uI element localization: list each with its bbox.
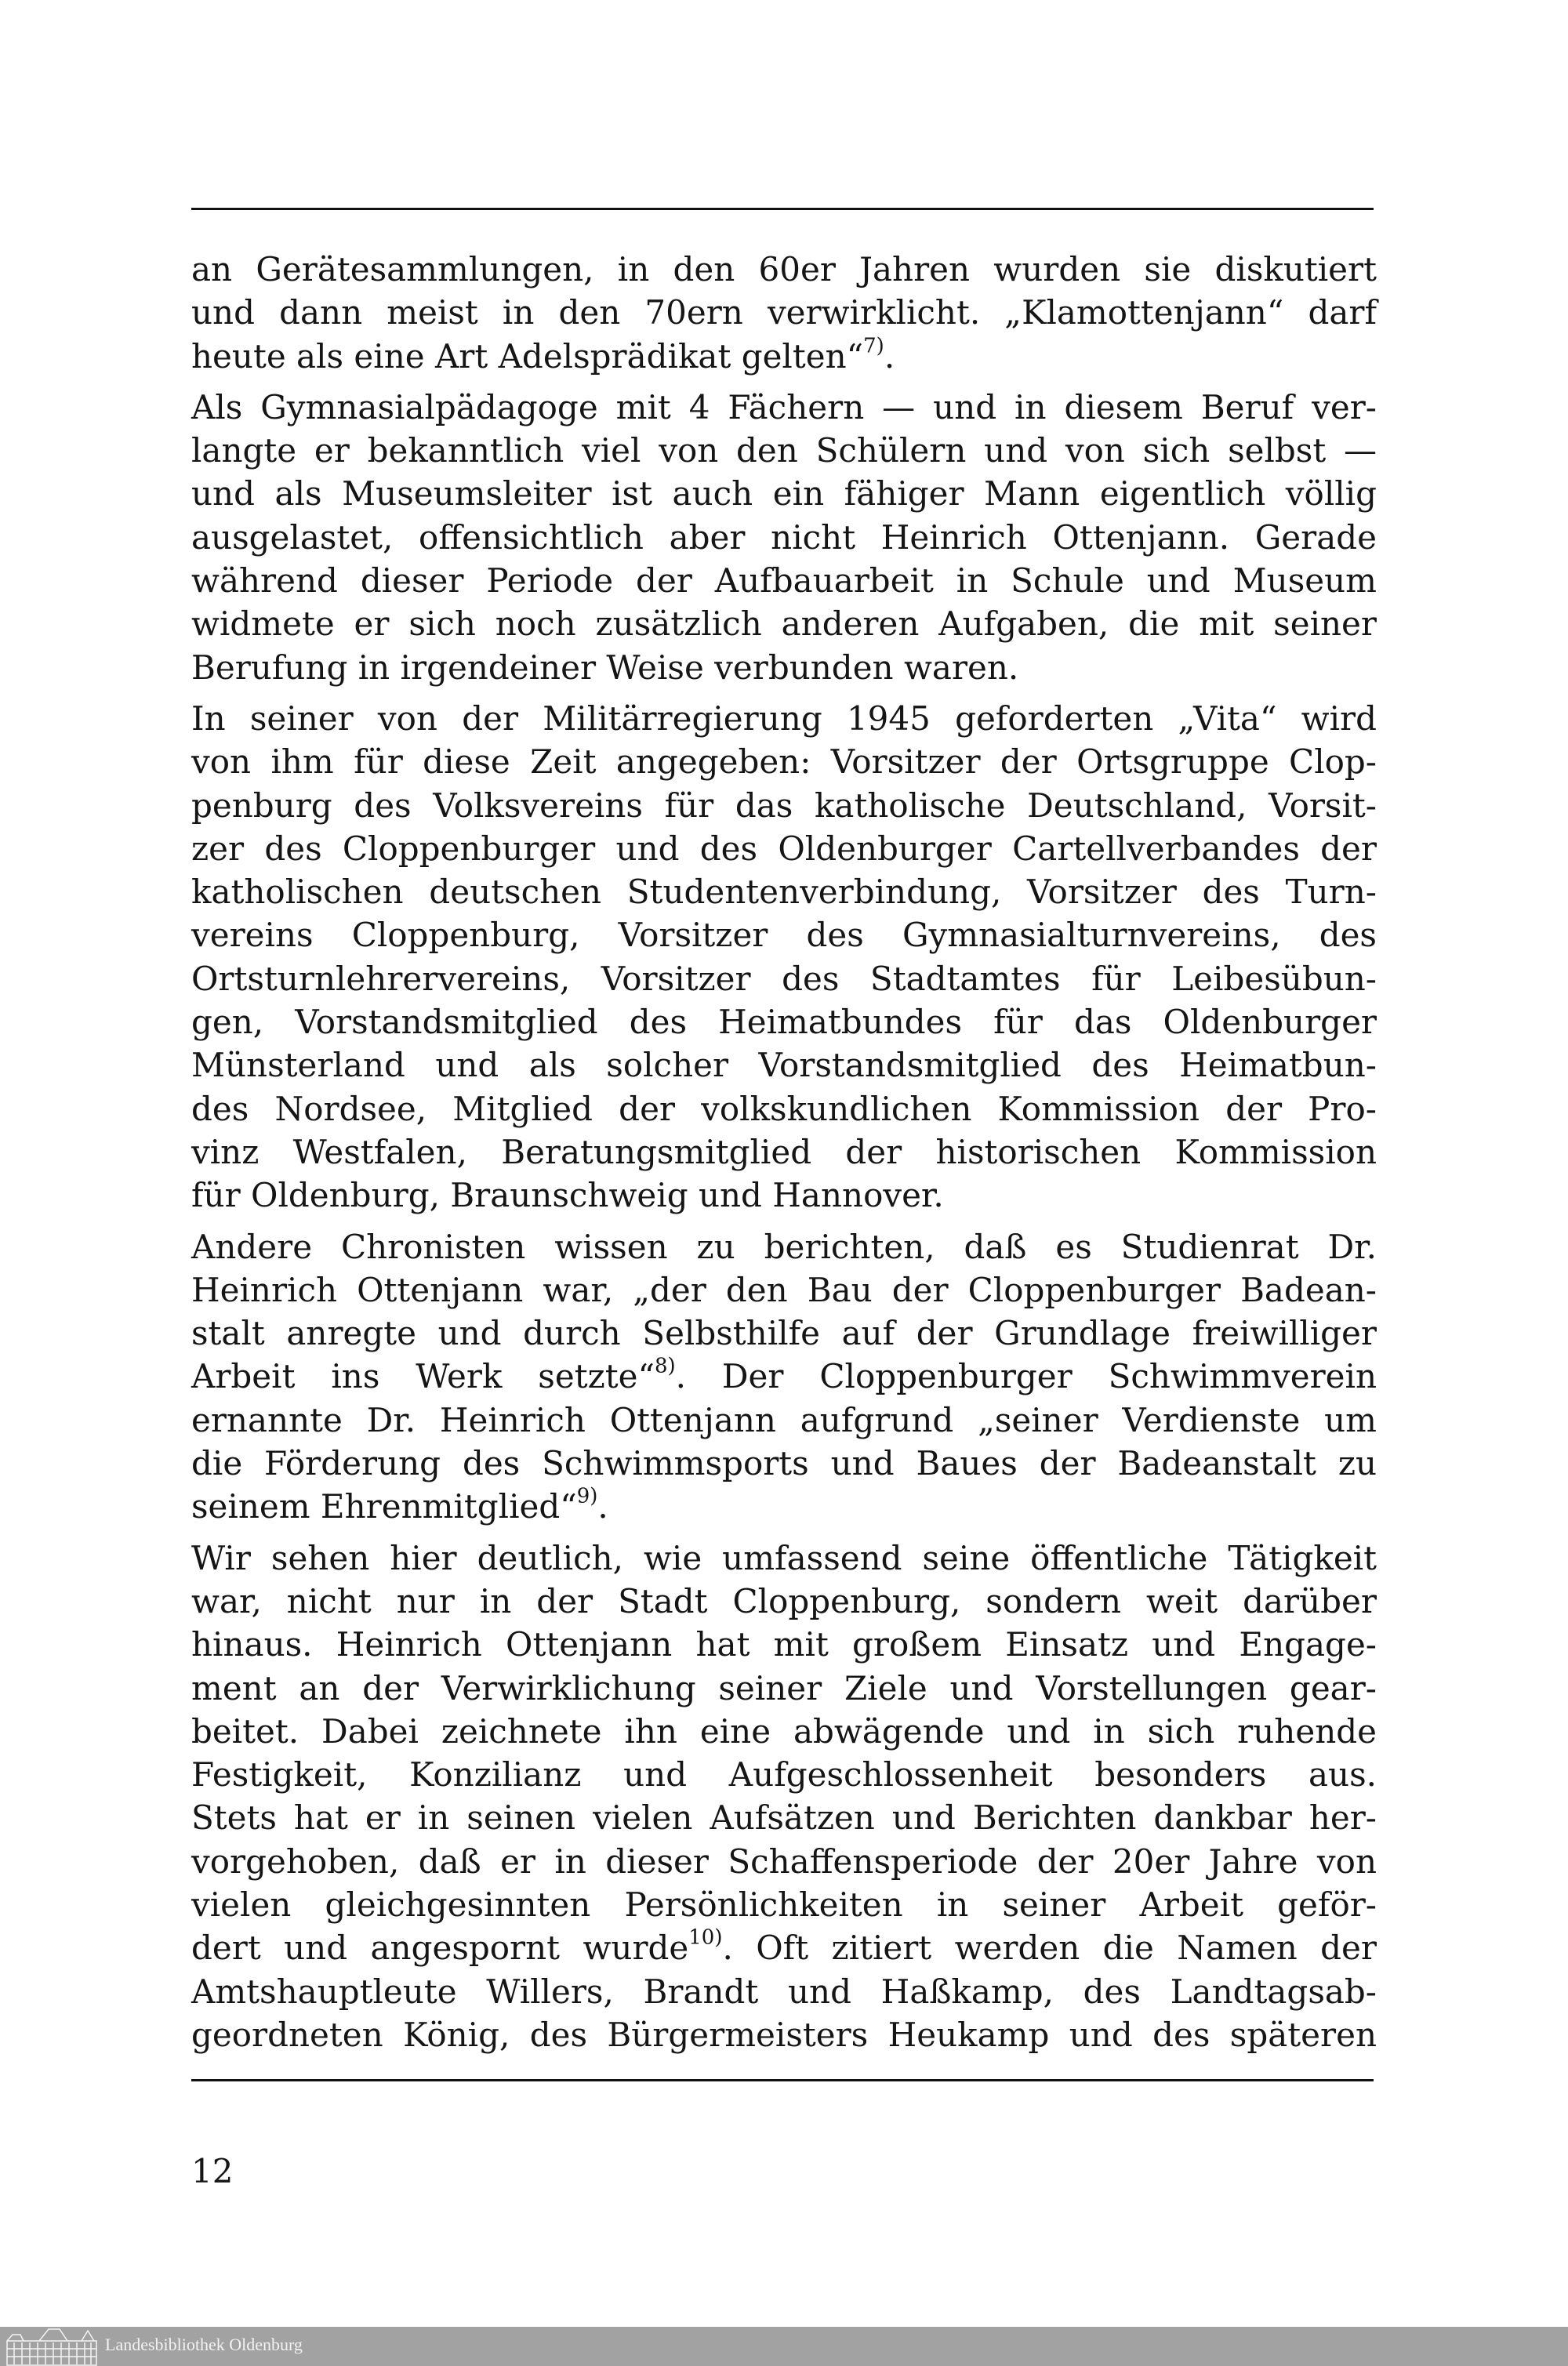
paragraph: [191, 697, 1377, 1217]
line-text: Festigkeit, Konzilianz und Aufgeschlossenheit besonders aus.: [191, 1755, 1377, 1794]
line-text: zer des Cloppenburger und des Oldenburger Cartellverbandes der: [191, 829, 1377, 868]
text-line: [191, 1667, 1377, 1710]
footnote-ref: 10): [688, 1925, 723, 1950]
line-text: seinem Ehrenmitglied“: [191, 1487, 577, 1526]
text-line: [191, 784, 1377, 827]
line-text: Ortsturnlehrervereins, Vorsitzer des Stadtamtes für Leibesübun-: [191, 959, 1377, 998]
text-line: [191, 1399, 1377, 1442]
line-text: In seiner von der Militärregierung 1945 geforderten „Vita“ wird: [191, 699, 1377, 738]
library-footer-bar: [0, 2327, 1568, 2366]
line-text: Berufung in irgendeiner Weise verbunden waren.: [191, 648, 1019, 687]
text-line: [191, 1043, 1377, 1087]
line-text: Wir sehen hier deutlich, wie umfassend seine öffentliche Tätigkeit: [191, 1538, 1377, 1577]
text-line: [191, 1710, 1377, 1753]
line-text: geordneten König, des Bürgermeisters Heukamp und des späteren: [191, 2015, 1377, 2054]
line-text: ausgelastet, offensichtlich aber nicht Heinrich Ottenjann. Gerade: [191, 517, 1377, 557]
text-line: [191, 559, 1377, 602]
line-text: ernannte Dr. Heinrich Ottenjann aufgrund „seiner Verdienste um: [191, 1400, 1377, 1439]
text-line: [191, 1970, 1377, 2013]
text-line: [191, 291, 1377, 334]
text-line: [191, 1268, 1377, 1312]
line-text: beitet. Dabei zeichnete ihn eine abwägende und in sich ruhende: [191, 1711, 1377, 1751]
line-text: vielen gleichgesinnten Persönlichkeiten in seiner Arbeit geför-: [191, 1885, 1377, 1924]
line-text: ment an der Verwirklichung seiner Ziele und Vorstellungen gear-: [191, 1668, 1377, 1707]
top-rule: [191, 208, 1374, 210]
line-text: für Oldenburg, Braunschweig und Hannover.: [191, 1176, 944, 1215]
line-text: heute als eine Art Adelsprädikat gelten“: [191, 336, 864, 376]
line-text: an Gerätesammlungen, in den 60er Jahren wurden sie diskutiert: [191, 250, 1377, 288]
paragraph: [191, 386, 1377, 689]
library-name: Landesbibliothek Oldenburg: [105, 2335, 303, 2354]
text-line: [191, 1796, 1377, 1839]
text-line: [191, 740, 1377, 783]
line-text: hinaus. Heinrich Ottenjann hat mit großem Einsatz und Engage-: [191, 1625, 1377, 1664]
text-line: [191, 2013, 1377, 2056]
text-line: [191, 248, 1377, 291]
text-line: [191, 697, 1377, 740]
line-text: vereins Cloppenburg, Vorsitzer des Gymnasialturnvereins, des: [191, 916, 1377, 955]
text-line: [191, 1000, 1377, 1043]
line-text: dert und angespornt wurde: [191, 1929, 689, 1968]
text-line: [191, 1580, 1377, 1623]
text-line: [191, 429, 1377, 472]
text-line: [191, 386, 1377, 429]
text-line: [191, 1623, 1377, 1666]
line-text: vorgehoben, daß er in dieser Schaffensperiode der 20er Jahre von: [191, 1842, 1377, 1881]
line-text: langte er bekanntlich viel von den Schülern und von sich selbst —: [191, 431, 1377, 470]
text-line: [191, 913, 1377, 956]
line-text-continued: .: [884, 336, 895, 376]
line-text: war, nicht nur in der Stadt Cloppenburg, sondern weit darüber: [191, 1581, 1377, 1620]
text-line: [191, 602, 1377, 645]
text-line: [191, 1840, 1377, 1883]
text-line: [191, 957, 1377, 1000]
text-line: [191, 1485, 1377, 1528]
line-text: Amtshauptleute Willers, Brandt und Haßkamp, des Landtagsab-: [191, 1972, 1377, 2011]
bottom-rule: [191, 2079, 1374, 2081]
line-text: Arbeit ins Werk setzte“: [191, 1357, 655, 1396]
text-line: [191, 335, 1377, 378]
paragraph: [191, 1225, 1377, 1529]
text-line: [191, 1926, 1377, 1969]
line-text: von ihm für diese Zeit angegeben: Vorsitzer der Ortsgruppe Clop-: [191, 742, 1377, 782]
line-text: die Förderung des Schwimmsports und Baues der Badeanstalt zu: [191, 1444, 1377, 1483]
line-text: penburg des Volksvereins für das katholische Deutschland, Vorsit-: [191, 786, 1377, 825]
line-text: Andere Chronisten wissen zu berichten, daß es Studienrat Dr.: [191, 1227, 1377, 1266]
footnote-ref: 7): [863, 334, 884, 358]
line-text: während dieser Periode der Aufbauarbeit in Schule und Museum: [191, 561, 1377, 601]
paragraph: [191, 1537, 1377, 2057]
line-text: Münsterland und als solcher Vorstandsmitglied des Heimatbun-: [191, 1046, 1377, 1085]
line-text: Heinrich Ottenjann war, „der den Bau der Cloppenburger Badean-: [191, 1270, 1377, 1309]
text-line: [191, 1442, 1377, 1485]
line-text-continued: .: [597, 1487, 608, 1526]
text-line: [191, 1312, 1377, 1355]
line-text: des Nordsee, Mitglied der volkskundlichen Kommission der Pro-: [191, 1089, 1377, 1128]
text-line: [191, 1355, 1377, 1398]
text-line: [191, 827, 1377, 870]
line-text: gen, Vorstandsmitglied des Heimatbundes für das Oldenburger: [191, 1003, 1377, 1042]
paragraph: [191, 248, 1377, 378]
text-line: [191, 1537, 1377, 1580]
page-number: 12: [191, 2152, 234, 2190]
line-text: und dann meist in den 70ern verwirklicht. „Klamottenjann“ darf: [191, 293, 1377, 332]
line-text: Stets hat er in seinen vielen Aufsätzen und Berichten dankbar her-: [191, 1798, 1377, 1838]
text-line: [191, 1883, 1377, 1926]
line-text: stalt anregte und durch Selbsthilfe auf der Grundlage freiwilliger: [191, 1314, 1377, 1353]
body-text: [191, 248, 1377, 2064]
line-text: widmete er sich noch zusätzlich anderen Aufgaben, die mit seiner: [191, 604, 1377, 644]
text-line: [191, 646, 1377, 689]
line-text: katholischen deutschen Studentenverbindung, Vorsitzer des Turn-: [191, 873, 1377, 912]
library-building-icon: [5, 2327, 99, 2366]
text-line: [191, 516, 1377, 559]
text-line: [191, 1225, 1377, 1268]
line-text-continued: . Der Cloppenburger Schwimmverein: [675, 1357, 1377, 1396]
line-text: vinz Westfalen, Beratungsmitglied der historischen Kommission: [191, 1132, 1377, 1171]
text-line: [191, 1130, 1377, 1174]
text-line: [191, 870, 1377, 913]
line-text: Als Gymnasialpädagoge mit 4 Fächern — und in diesem Beruf ver-: [191, 387, 1377, 426]
text-line: [191, 1174, 1377, 1217]
text-line: [191, 472, 1377, 515]
footnote-ref: 9): [576, 1484, 598, 1508]
text-line: [191, 1087, 1377, 1130]
text-line: [191, 1753, 1377, 1796]
line-text: und als Museumsleiter ist auch ein fähiger Mann eigentlich völlig: [191, 474, 1377, 513]
footnote-ref: 8): [654, 1354, 676, 1378]
line-text-continued: . Oft zitiert werden die Namen der: [722, 1929, 1377, 1968]
